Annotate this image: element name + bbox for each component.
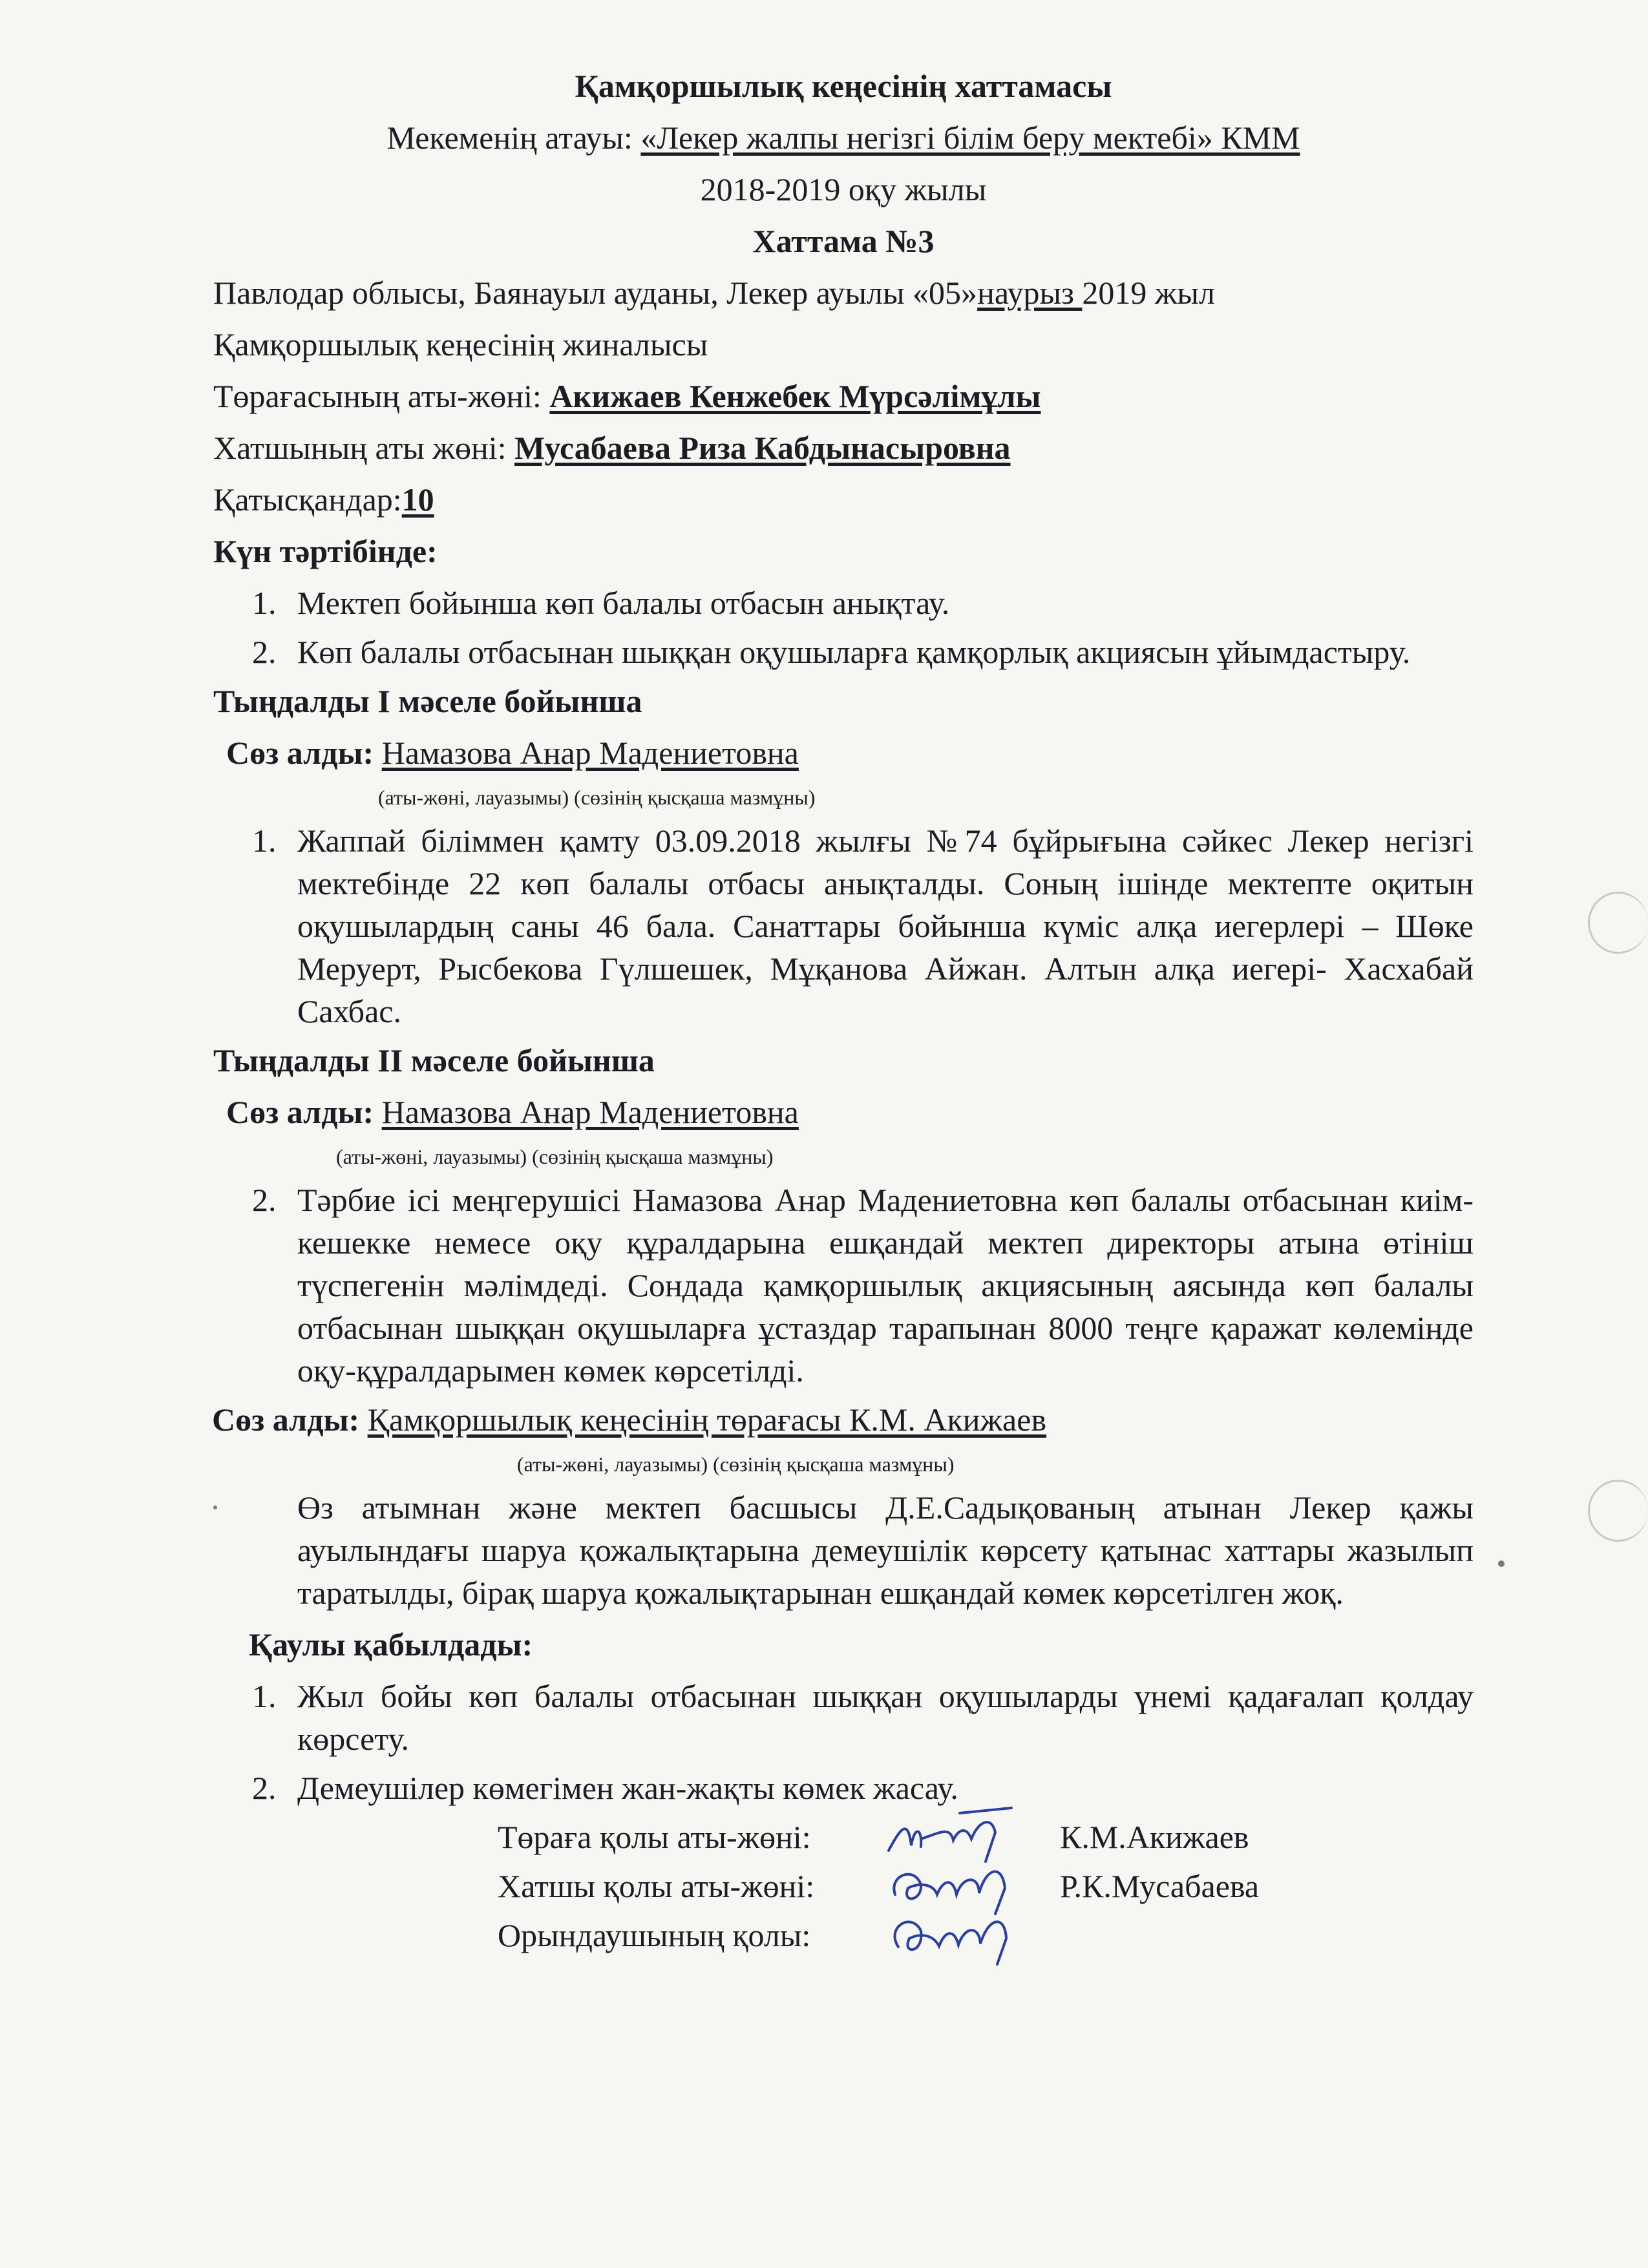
agenda-item-number: 2. [252, 634, 277, 670]
executor-signature-image [882, 1898, 1024, 1969]
document-title: Қамқоршылық кеңесінің хаттамасы [575, 68, 1112, 104]
agenda-item-text: Мектеп бойынша көп балалы отбасын анықтау. [297, 585, 950, 621]
resolution-list [213, 1675, 1474, 1809]
attendance-line [213, 478, 1474, 521]
issue3-caption: (аты-жөні, лауазымы) (сөзінің қысқаша мазмұны) [517, 1453, 955, 1476]
issue2-text: Тәрбие ісі меңгерушісі Намазова Анар Мадениетовна көп балалы отбасынан киім-кешекке немесе оқу құралдарына ешқандай мектеп директоры атына өтініш түспегенін мәлімдеді. Сондада қамқоршылық акциясының аясында көп балалы отбасынан шыққан оқушыларға ұстаздар тарапынан 8000 теңге қаражат көлемінде оқу-құралдарымен көмек көрсетілді. [297, 1182, 1474, 1389]
executor-signature-row [213, 1914, 1474, 1963]
meeting-title: Қамқоршылық кеңесінің жиналысы [213, 326, 708, 362]
chair-label: Төрағасының аты-жөні: [213, 378, 542, 414]
resolution-heading: Қаулы қабылдады: [249, 1626, 533, 1663]
resolution-item [213, 1675, 1474, 1760]
agenda-heading: Күн тәртібінде: [213, 533, 438, 569]
resolution-item-text: Жыл бойы көп балалы отбасынан шыққан оқушыларды үнемі қадағалап қолдау көрсету. [297, 1678, 1474, 1757]
place-year: 2019 жыл [1082, 275, 1215, 311]
organization-label: Мекеменің атауы: [386, 120, 633, 156]
issue3-speaker-line [212, 1398, 1474, 1441]
secretary-signature-name: Р.К.Мусабаева [1060, 1868, 1260, 1904]
issue2-speaker-line [213, 1091, 1474, 1133]
agenda-item-text: Көп балалы отбасынан шыққан оқушыларға қамқорлық акциясын ұйымдастыру. [297, 634, 1411, 670]
organization-name: «Лекер жалпы негізгі білім беру мектебі» КММ [640, 120, 1300, 156]
executor-signature-label: Орындаушының қолы: [498, 1917, 811, 1953]
issue1-speaker-line [213, 731, 1474, 774]
issue1-item [213, 819, 1474, 1033]
chair-signature-label: Төраға қолы аты-жөні: [498, 1819, 811, 1855]
agenda-item [213, 582, 1474, 624]
issue2-caption: (аты-жөні, лауазымы) (сөзінің қысқаша мазмұны) [336, 1145, 774, 1168]
academic-year: 2018-2019 оқу жылы [700, 171, 987, 207]
place-prefix: Павлодар облысы, Баянауыл ауданы, Лекер ауылы «05» [213, 275, 978, 311]
chair-line [213, 375, 1474, 417]
issue2-heading: Тыңдалды ІІ мәселе бойынша [213, 1042, 655, 1078]
issue2-speaker-label: Сөз алды: [226, 1094, 374, 1130]
resolution-item-number: 2. [252, 1770, 277, 1806]
agenda-list [213, 582, 1474, 673]
resolution-item [213, 1767, 1474, 1809]
agenda-item-number: 1. [252, 585, 277, 621]
document [213, 65, 1474, 1963]
issue2-item [213, 1179, 1474, 1392]
resolution-item-number: 1. [252, 1678, 277, 1714]
chair-name: Акижаев Кенжебек Мүрсәлімұлы [549, 378, 1041, 414]
attended-label: Қатысқандар: [213, 481, 402, 518]
attended-count: 10 [401, 481, 434, 518]
secretary-name: Мусабаева Риза Кабдынасыровна [514, 430, 1011, 466]
issue1-number: 1. [252, 823, 277, 859]
chair-signature-row [213, 1816, 1474, 1865]
agenda-item [213, 631, 1474, 673]
issue1-speaker-label: Сөз алды: [226, 735, 374, 771]
issue2-number: 2. [252, 1182, 277, 1218]
place-month: наурыз [977, 275, 1083, 311]
protocol-number: Хаттама №3 [752, 223, 935, 259]
issue2-speaker: Намазова Анар Мадениетовна [381, 1094, 799, 1130]
signature-block [213, 1816, 1474, 1963]
secretary-label: Хатшының аты жөні: [213, 430, 507, 466]
paper-speck [213, 1506, 217, 1509]
issue3-text: Өз атымнан және мектеп басшысы Д.Е.Садықованың атынан Лекер қажы ауылындағы шаруа қожалықтарына демеушілік көрсету қатынас хаттары жазылып таратылды, бірақ шаруа қожалықтарынан ешқандай көмек көрсетілген жоқ. [297, 1489, 1474, 1611]
punch-hole-mark [1588, 892, 1648, 954]
issue3-speaker: Қамқоршылық кеңесінің төрағасы К.М. Акижаев [367, 1402, 1047, 1438]
resolution-item-text: Демеушілер көмегімен жан-жақты көмек жасау. [297, 1770, 958, 1806]
paper-speck [1498, 1560, 1505, 1567]
issue1-text: Жаппай біліммен қамту 03.09.2018 жылғы №74 бұйрығына сәйкес Лекер негізгі мектебінде 22 көп балалы отбасы анықталды. Соның ішінде мектепте оқитын оқушылардың саны 46 бала. Санаттары бойынша күміс алқа иегерлері – Шөке Меруерт, Рысбекова Гүлшешек, Мұқанова Айжан. Алтын алқа иегері- Хасхабай Сахбас. [297, 823, 1474, 1029]
issue1-caption: (аты-жөні, лауазымы) (сөзінің қысқаша мазмұны) [378, 786, 816, 809]
organization-line [213, 116, 1474, 159]
secretary-line [213, 426, 1474, 469]
issue1-heading: Тыңдалды І мәселе бойынша [213, 683, 642, 719]
punch-hole-mark [1588, 1480, 1648, 1542]
secretary-signature-row [213, 1865, 1474, 1914]
issue1-speaker: Намазова Анар Мадениетовна [381, 735, 799, 771]
place-date-line [213, 271, 1474, 314]
issue3-speaker-label: Сөз алды: [212, 1402, 360, 1438]
secretary-signature-label: Хатшы қолы аты-жөні: [498, 1868, 815, 1904]
chair-signature-name: К.М.Акижаев [1060, 1819, 1249, 1855]
